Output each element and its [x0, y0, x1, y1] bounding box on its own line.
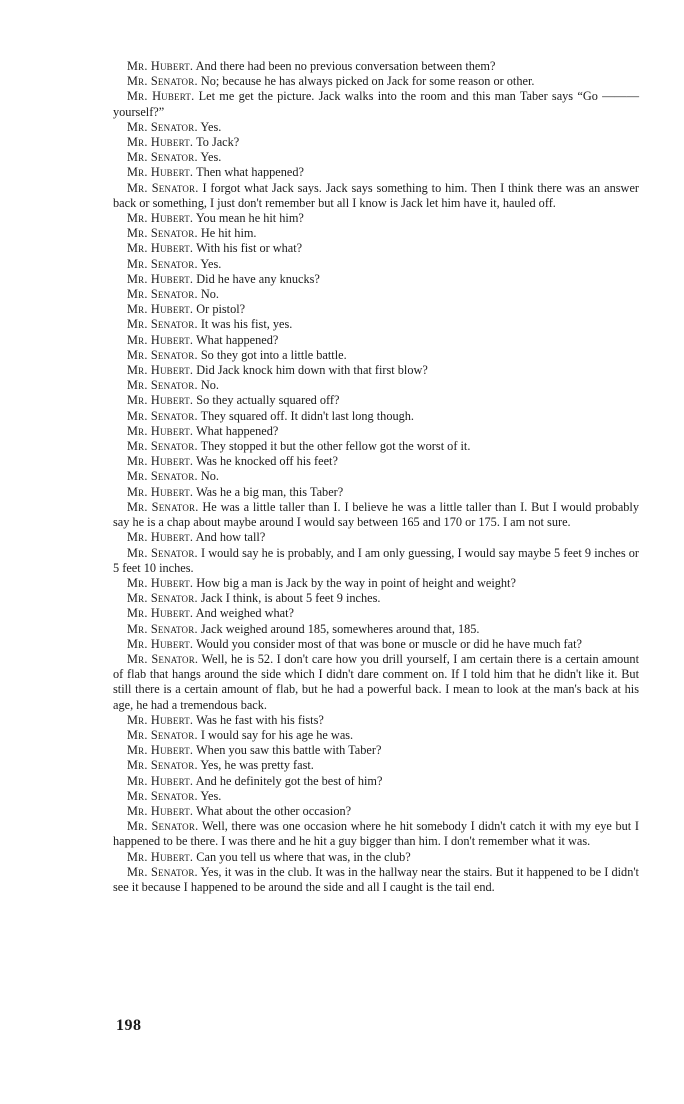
speaker-name: Mr. Senator. — [127, 651, 199, 666]
testimony-text: It was his fist, yes. — [200, 317, 293, 332]
testimony-paragraph — [113, 743, 639, 758]
speaker-name: Mr. Hubert. — [127, 363, 194, 378]
testimony-paragraph — [113, 804, 639, 819]
testimony-paragraph — [113, 591, 639, 606]
speaker-name: Mr. Senator. — [127, 150, 198, 165]
speaker-name: Mr. Hubert. — [127, 59, 194, 73]
testimony-paragraph — [113, 469, 639, 484]
speaker-name: Mr. Hubert. — [127, 712, 194, 727]
testimony-text: No; because he has always picked on Jack for some reason or other. — [200, 74, 535, 89]
speaker-name: Mr. Hubert. — [127, 135, 194, 150]
testimony-paragraph — [113, 758, 639, 773]
testimony-paragraph — [113, 378, 639, 393]
testimony-paragraph — [113, 120, 639, 135]
testimony-text: You mean he hit him? — [195, 211, 304, 226]
testimony-text: Was he knocked off his feet? — [196, 454, 338, 469]
testimony-paragraph — [113, 454, 639, 469]
testimony-paragraph — [113, 333, 639, 348]
speaker-name: Mr. Hubert. — [127, 575, 194, 590]
testimony-text: And weighed what? — [195, 606, 294, 621]
testimony-paragraph — [113, 789, 639, 804]
testimony-paragraph — [113, 576, 639, 591]
speaker-name: Mr. Senator. — [127, 621, 198, 636]
testimony-text: Yes, he was pretty fast. — [200, 758, 314, 773]
testimony-paragraph — [113, 165, 639, 180]
testimony-text: He was a little taller than I. I believe he was a little taller than I. But I would probably say he is a chap about maybe around I would say between 165 and 170 or 175. I am not sure. — [113, 499, 639, 530]
speaker-name: Mr. Hubert. — [127, 530, 194, 545]
testimony-paragraph — [113, 622, 639, 637]
testimony-paragraph — [113, 393, 639, 408]
testimony-paragraph — [113, 181, 639, 211]
testimony-text: Was he a big man, this Taber? — [196, 484, 344, 499]
testimony-paragraph — [113, 287, 639, 302]
speaker-name: Mr. Senator. — [127, 287, 198, 302]
transcript-body — [113, 59, 639, 895]
speaker-name: Mr. Senator. — [127, 758, 198, 773]
speaker-name: Mr. Senator. — [127, 226, 198, 241]
testimony-paragraph — [113, 637, 639, 652]
speaker-name: Mr. Senator. — [127, 256, 198, 271]
testimony-text: Jack weighed around 185, somewheres around that, 185. — [200, 621, 480, 636]
testimony-paragraph — [113, 226, 639, 241]
testimony-text: They squared off. It didn't last long though. — [200, 408, 415, 423]
speaker-name: Mr. Hubert. — [127, 332, 194, 347]
speaker-name: Mr. Senator. — [127, 439, 198, 454]
speaker-name: Mr. Hubert. — [127, 484, 194, 499]
testimony-paragraph — [113, 530, 639, 545]
speaker-name: Mr. Hubert. — [127, 849, 194, 864]
speaker-name: Mr. Hubert. — [127, 211, 194, 226]
speaker-name: Mr. Senator. — [127, 317, 198, 332]
speaker-name: Mr. Senator. — [127, 788, 198, 803]
testimony-paragraph — [113, 135, 639, 150]
speaker-name: Mr. Hubert. — [127, 773, 194, 788]
testimony-text: What happened? — [196, 332, 279, 347]
testimony-paragraph — [113, 606, 639, 621]
testimony-text: How big a man is Jack by the way in point of height and weight? — [196, 575, 516, 590]
testimony-paragraph — [113, 272, 639, 287]
testimony-text: Well, he is 52. I don't care how you drill yourself, I am certain there is a certain amount of flab that hangs around the side which I didn't dare comment on. If I told him that he didn't like it. But still there is a certain amount of flab, but he had a powerful back. I mean to look at the man's back at his age, he had a tremendous back. — [113, 651, 639, 712]
testimony-text: Can you tell us where that was, in the club? — [196, 849, 411, 864]
speaker-name: Mr. Senator. — [127, 180, 199, 195]
testimony-text: So they got into a little battle. — [200, 347, 347, 362]
speaker-name: Mr. Senator. — [127, 119, 198, 134]
testimony-paragraph — [113, 774, 639, 789]
testimony-text: Jack I think, is about 5 feet 9 inches. — [200, 591, 381, 606]
speaker-name: Mr. Hubert. — [127, 803, 194, 818]
testimony-text: Was he fast with his fists? — [196, 712, 324, 727]
testimony-paragraph — [113, 348, 639, 363]
testimony-text: He hit him. — [200, 226, 257, 241]
testimony-text: They stopped it but the other fellow got the worst of it. — [200, 439, 471, 454]
testimony-paragraph — [113, 865, 639, 895]
testimony-paragraph — [113, 211, 639, 226]
speaker-name: Mr. Senator. — [127, 864, 198, 879]
testimony-text: And how tall? — [195, 530, 266, 545]
speaker-name: Mr. Hubert. — [127, 302, 194, 317]
testimony-paragraph — [113, 439, 639, 454]
testimony-text: No. — [200, 469, 219, 484]
testimony-paragraph — [113, 241, 639, 256]
testimony-text: To Jack? — [196, 135, 240, 150]
testimony-paragraph — [113, 728, 639, 743]
testimony-text: What happened? — [196, 423, 279, 438]
testimony-paragraph — [113, 363, 639, 378]
testimony-paragraph — [113, 713, 639, 728]
testimony-paragraph — [113, 302, 639, 317]
testimony-paragraph — [113, 257, 639, 272]
testimony-paragraph — [113, 317, 639, 332]
speaker-name: Mr. Senator. — [127, 591, 198, 606]
speaker-name: Mr. Senator. — [127, 378, 198, 393]
testimony-text: Yes. — [200, 119, 222, 134]
speaker-name: Mr. Hubert. — [127, 271, 194, 286]
testimony-text: With his fist or what? — [196, 241, 303, 256]
speaker-name: Mr. Hubert. — [127, 743, 194, 758]
speaker-name: Mr. Senator. — [127, 499, 199, 514]
speaker-name: Mr. Senator. — [127, 74, 198, 89]
speaker-name: Mr. Senator. — [127, 545, 198, 560]
testimony-paragraph — [113, 485, 639, 500]
testimony-text: Yes, it was in the club. It was in the hallway near the stairs. But it happened to be I didn't see it because I happened to be around the side and all I caught is the tail end. — [113, 864, 639, 894]
speaker-name: Mr. Senator. — [127, 469, 198, 484]
testimony-paragraph — [113, 74, 639, 89]
testimony-text: I forgot what Jack says. Jack says something to him. Then I think there was an answer back or something, I just don't remember but all I know is Jack let him have it, hauled off. — [113, 180, 639, 210]
speaker-name: Mr. Senator. — [127, 347, 198, 362]
speaker-name: Mr. Hubert. — [127, 454, 194, 469]
speaker-name: Mr. Hubert. — [127, 423, 194, 438]
testimony-text: So they actually squared off? — [196, 393, 340, 408]
page-number: 198 — [116, 1017, 142, 1034]
speaker-name: Mr. Senator. — [127, 727, 198, 742]
testimony-text: Yes. — [200, 256, 222, 271]
testimony-text: No. — [200, 287, 219, 302]
testimony-text: I would say he is probably, and I am only guessing, I would say maybe 5 feet 9 inches or 5 feet 10 inches. — [113, 545, 639, 575]
testimony-paragraph — [113, 150, 639, 165]
testimony-text: When you saw this battle with Taber? — [196, 743, 382, 758]
testimony-text: No. — [200, 378, 219, 393]
testimony-text: Then what happened? — [196, 165, 304, 180]
testimony-paragraph — [113, 59, 639, 74]
testimony-paragraph — [113, 89, 639, 119]
testimony-text: I would say for his age he was. — [200, 727, 354, 742]
speaker-name: Mr. Senator. — [127, 408, 198, 423]
testimony-text: Did he have any knucks? — [196, 271, 320, 286]
testimony-paragraph — [113, 409, 639, 424]
testimony-text: Did Jack knock him down with that first blow? — [196, 363, 428, 378]
testimony-text: Yes. — [200, 788, 222, 803]
speaker-name: Mr. Hubert. — [127, 636, 194, 651]
speaker-name: Mr. Hubert. — [127, 393, 194, 408]
testimony-text: Yes. — [200, 150, 222, 165]
testimony-paragraph — [113, 819, 639, 849]
speaker-name: Mr. Hubert. — [127, 165, 194, 180]
testimony-text: Would you consider most of that was bone or muscle or did he have much fat? — [196, 636, 582, 651]
testimony-paragraph — [113, 424, 639, 439]
testimony-text: Or pistol? — [196, 302, 246, 317]
testimony-paragraph — [113, 652, 639, 713]
speaker-name: Mr. Hubert. — [127, 89, 195, 104]
speaker-name: Mr. Hubert. — [127, 241, 194, 256]
speaker-name: Mr. Hubert. — [127, 606, 194, 621]
speaker-name: Mr. Senator. — [127, 819, 199, 834]
testimony-paragraph — [113, 850, 639, 865]
testimony-text: Let me get the picture. Jack walks into the room and this man Taber says “Go ——— yourself?” — [113, 89, 639, 119]
testimony-text: Well, there was one occasion where he hit somebody I didn't catch it with my eye but I happened to be there. I was there and he hit a guy bigger than him. I don't remember what it was. — [113, 819, 639, 849]
testimony-paragraph — [113, 500, 639, 530]
testimony-text: And he definitely got the best of him? — [195, 773, 383, 788]
testimony-text: And there had been no previous conversation between them? — [195, 59, 496, 73]
testimony-paragraph — [113, 546, 639, 576]
testimony-text: What about the other occasion? — [196, 803, 352, 818]
